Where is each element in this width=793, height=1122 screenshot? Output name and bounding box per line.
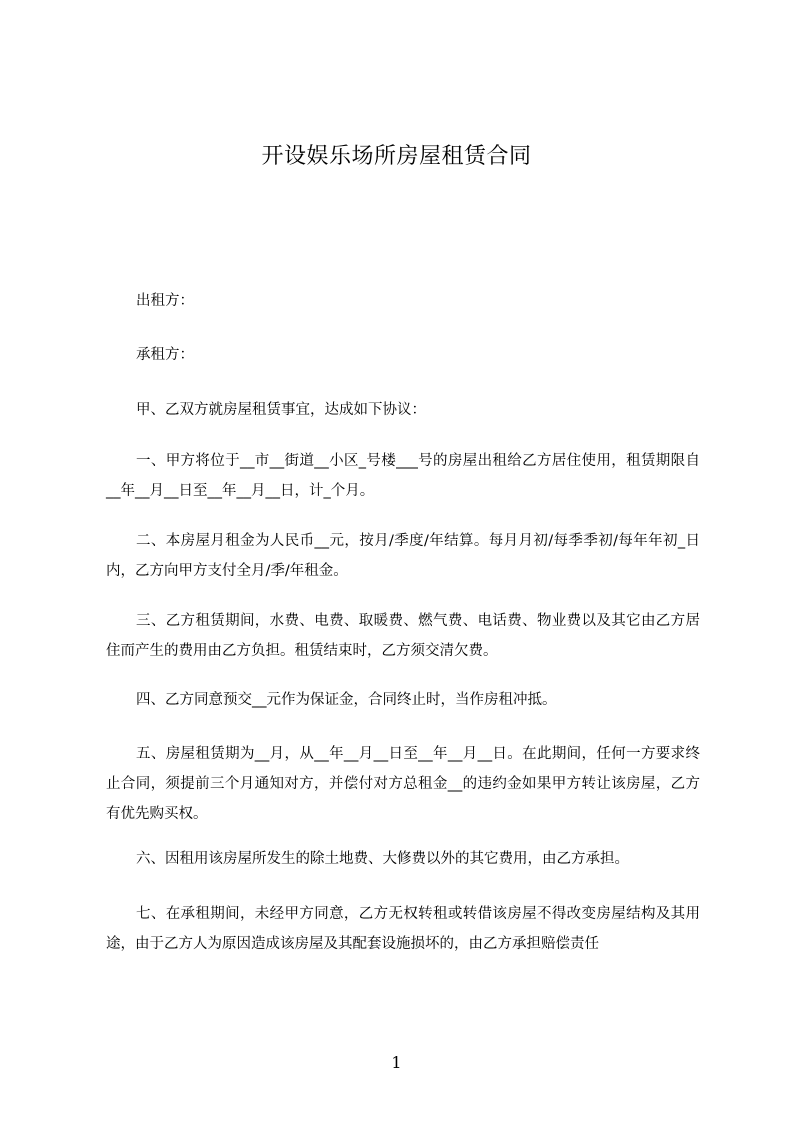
clause-5: 五、房屋租赁期为__月，从__年__月__日至__年__月__日。在此期间，任何一方要求终止合同，须提前三个月通知对方，并偿付对方总租金__的违约金如果甲方转让该房屋，乙方有优先购买权。 bbox=[106, 746, 700, 822]
lessor-line: 出租方： bbox=[136, 293, 194, 309]
document-title: 开设娱乐场所房屋租赁合同 bbox=[261, 144, 532, 169]
clause-7: 七、在承租期间，未经甲方同意，乙方无权转租或转借该房屋不得改变房屋结构及其用途，由于乙方人为原因造成该房屋及其配套设施损坏的，由乙方承担赔偿责任 bbox=[106, 906, 700, 952]
page-number: 1 bbox=[391, 1053, 402, 1072]
clause-1: 一、甲方将位于__市__街道__小区_号楼___号的房屋出租给乙方居住使用，租赁期限自__年__月__日至__年__月__日，计_个月。 bbox=[106, 453, 700, 499]
clause-6: 六、因租用该房屋所发生的除土地费、大修费以外的其它费用，由乙方承担。 bbox=[136, 851, 629, 867]
clause-4: 四、乙方同意预交__元作为保证金，合同终止时，当作房租冲抵。 bbox=[136, 692, 557, 708]
agreement-intro: 甲、乙双方就房屋租赁事宜，达成如下协议： bbox=[136, 402, 426, 418]
lessee-line: 承租方： bbox=[136, 347, 194, 363]
clause-2: 二、本房屋月租金为人民币__元，按月/季度/年结算。每月月初/每季季初/每年年初_日内，乙方向甲方支付全月/季/年租金。 bbox=[106, 533, 700, 579]
clause-3: 三、乙方租赁期间，水费、电费、取暖费、燃气费、电话费、物业费以及其它由乙方居住而产生的费用由乙方负担。租赁结束时，乙方须交清欠费。 bbox=[106, 613, 700, 659]
